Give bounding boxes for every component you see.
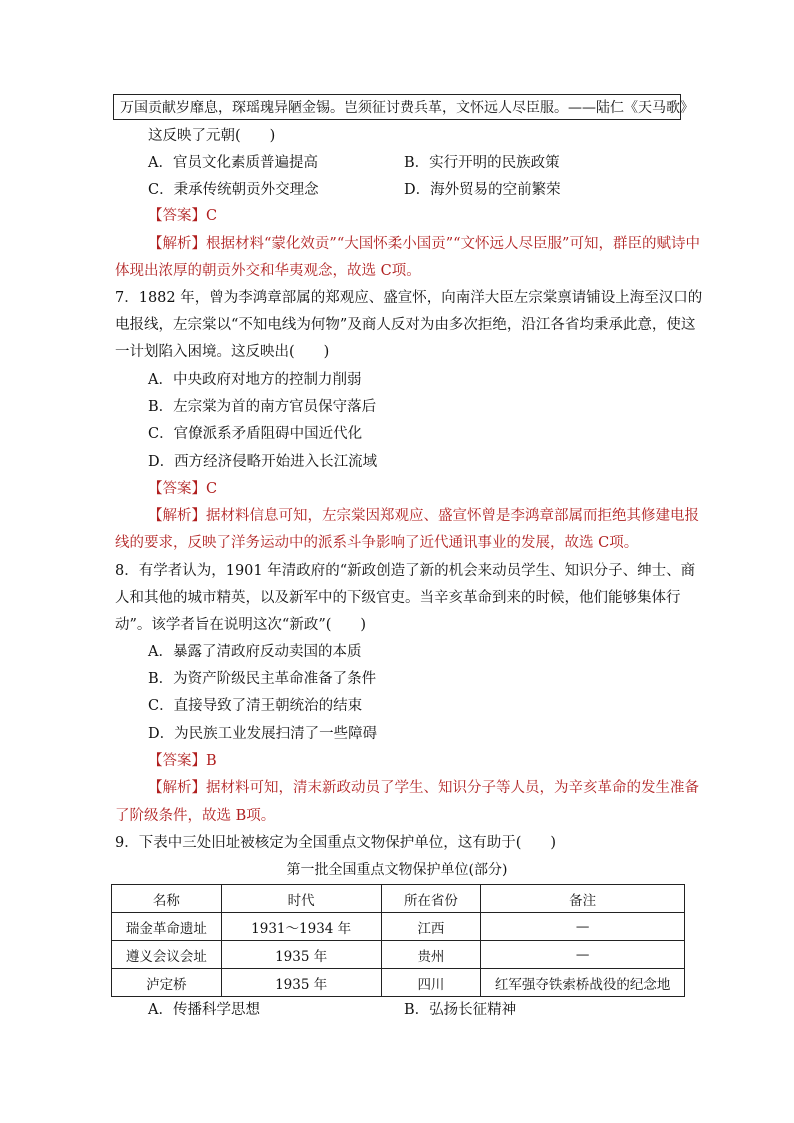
q6-option-b: B．实行开明的民族政策 [404,155,560,171]
q8-option-b: B．为资产阶级民主革命准备了条件 [148,671,377,687]
table-cell: 四川 [381,969,481,997]
q9-option-b: B．弘扬长征精神 [404,1002,517,1018]
q8-option-d: D．为民族工业发展扫清了一些障碍 [148,726,378,742]
q8-answer: 【答案】B [148,753,217,769]
table-cell: 1935 年 [221,969,381,997]
table-cell: 遵义会议会址 [112,941,222,969]
q6-stem: 这反映了元朝( ) [148,128,276,144]
table-cell: 1935 年 [221,941,381,969]
table-row [112,941,685,969]
q8-option-c: C．直接导致了清王朝统治的结束 [148,698,363,714]
q7-stem-line-3: 一计划陷入困境。这反映出( ) [115,344,330,360]
q7-option-b: B．左宗棠为首的南方官员保守落后 [148,399,377,415]
q7-analysis-line-1: 【解析】据材料信息可知，左宗棠因郑观应、盛宣怀曾是李鸿章部属而拒绝其修建电报 [148,508,699,524]
q7-stem-line-1: 7．1882 年，曾为李鸿章部属的郑观应、盛宣怀，向南洋大臣左宗棠禀请铺设上海至汉口的 [115,290,703,306]
q9-option-a: A．传播科学思想 [148,1002,260,1018]
q6-answer: 【答案】C [148,208,218,224]
table-cell: 江西 [381,913,481,941]
heritage-table [111,884,685,997]
q6-analysis-line-2: 体现出浓厚的朝贡外交和华夷观念，故选 C项。 [115,263,421,279]
quote-box [113,94,694,120]
q7-option-a: A．中央政府对地方的控制力削弱 [148,372,362,388]
table-cell: 瑞金革命遗址 [112,913,222,941]
q7-stem-line-2: 电报线，左宗棠以“不知电线为何物”及商人反对为由多次拒绝，沿江各省均秉承此意，使这 [115,317,696,333]
table-cell: 红军强夺铁索桥战役的纪念地 [481,969,685,997]
q9-table-title: 第一批全国重点文物保护单位(部分) [286,862,508,878]
q6-analysis-line-1: 【解析】根据材料“蒙化效贡”“大国怀柔小国贡”“文怀远人尽臣服”可知，群臣的赋诗中 [148,236,700,252]
q9-stem: 9．下表中三处旧址被核定为全国重点文物保护单位，这有助于( ) [115,835,557,851]
q8-stem-line-3: 动”。该学者旨在说明这次“新政”( ) [115,617,367,633]
table-header-cell: 时代 [221,885,381,913]
table-row [112,913,685,941]
table-header-cell: 所在省份 [381,885,481,913]
q8-option-a: A．暴露了清政府反动卖国的本质 [148,644,362,660]
table-cell: 1931～1934 年 [221,913,381,941]
q8-analysis-line-2: 了阶级条件，故选 B项。 [115,808,276,824]
table-header-cell: 备注 [481,885,685,913]
q8-analysis-line-1: 【解析】据材料可知，清末新政动员了学生、知识分子等人员，为辛亥革命的发生准备 [148,780,699,796]
q8-stem-line-1: 8．有学者认为，1901 年清政府的“新政创造了新的机会来动员学生、知识分子、绅士、商 [115,563,696,579]
table-cell: — [481,913,685,941]
q8-stem-line-2: 人和其他的城市精英，以及新军中的下级官吏。当辛亥革命到来的时候，他们能够集体行 [115,590,681,606]
table-cell: 泸定桥 [112,969,222,997]
table-header-cell: 名称 [112,885,222,913]
q6-option-d: D．海外贸易的空前繁荣 [404,182,561,198]
q7-option-d: D．西方经济侵略开始进入长江流域 [148,454,378,470]
q7-analysis-line-2: 线的要求，反映了洋务运动中的派系斗争影响了近代通讯事业的发展，故选 C项。 [115,535,639,551]
q6-option-a: A．官员文化素质普遍提高 [148,155,318,171]
table-header-row [112,885,685,913]
table-cell: — [481,941,685,969]
q6-option-c: C．秉承传统朝贡外交理念 [148,182,319,198]
q7-answer: 【答案】C [148,481,218,497]
quote-text: 万国贡献岁靡息，琛瑶瑰异陋金锡。岂须征讨费兵革，文怀远人尽臣服。——陆仁《天马歌》 [120,100,694,116]
table-cell: 贵州 [381,941,481,969]
table-row [112,969,685,997]
q7-option-c: C．官僚派系矛盾阻碍中国近代化 [148,426,363,442]
